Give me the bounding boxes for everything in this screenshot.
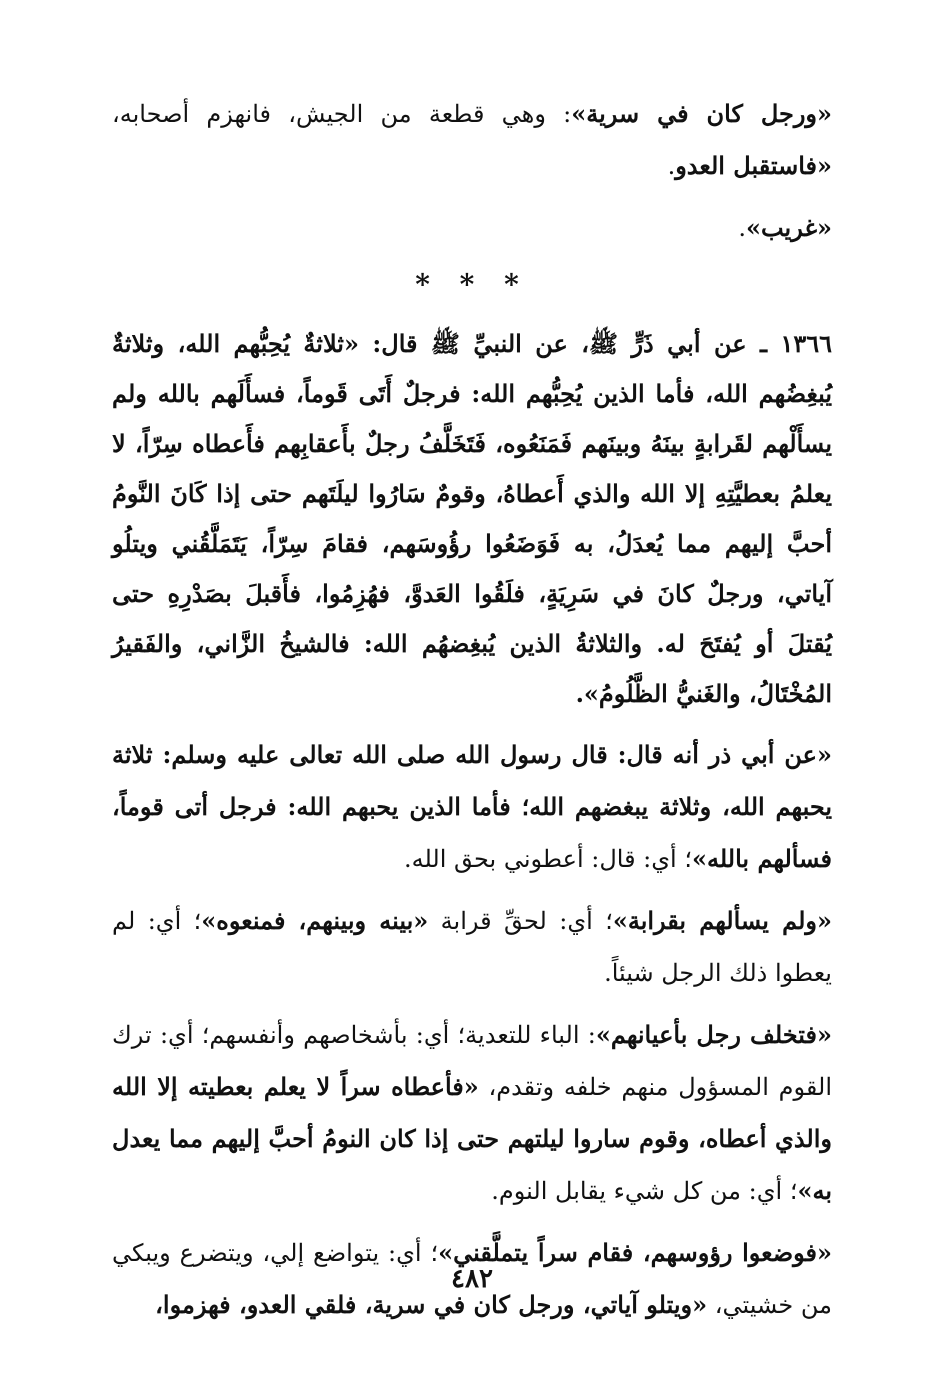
paragraph — [112, 1009, 832, 1217]
quoted-text: «بينه وبينهم، فمنعوه» — [201, 906, 429, 935]
quoted-text: «ورجل كان في سرية» — [571, 99, 833, 128]
section-separator: * * * — [415, 268, 529, 301]
paragraph — [112, 729, 832, 885]
commentary-text: ؛ أي: لحقِّ قرابة — [428, 907, 613, 935]
commentary-text: ؛ أي: من كل شيء يقابل النوم. — [491, 1177, 798, 1205]
commentary-text: : وهي قطعة من الجيش، فانهزم أصحابه، — [112, 100, 572, 128]
page-number: ٤٨٢ — [451, 1264, 493, 1294]
page-body — [112, 88, 832, 1341]
top-paragraphs — [112, 88, 832, 254]
quoted-text: «فأعطاه سراً لا يعلم بعطيته إلا الله والذي أعطاه، وقوم ساروا ليلتهم حتى إذا كان النومُ أحبَّ إليهم مما يعدل به» — [112, 1072, 832, 1205]
commentary-text: . — [667, 152, 676, 180]
hadith-text: ١٣٦٦ ـ عن أبي ذَرٍّ ﷺ، عن النبيِّ ﷺ قال: «ثلاثةٌ يُحِبُّهم الله، وثلاثةٌ يُبغِضُهم الله، فأما الذين يُحِبُّهم الله: فرجلٌ أَتَى قَوماً، فسأَلَهم بالله ولم يسأَلْهم لقَرابةٍ بينَهُ وبينَهم فَمَنَعُوه، فَتَخَلَّفُ رجلٌ بأَعقابِهم فأَعطاه سِرّاً، لا يعلمُ بعطيَّتِهِ إلا الله والذي أَعطاهُ، وقومٌ سَارُوا ليلَتَهم حتى إذا كَانَ النَّومُ أحبَّ إليهم مما يُعدَلُ، به فَوَضَعُوا رؤُوسَهم، فقامَ سِرّاً، يَتَمَلَّقُني ويتلُو آياتي، ورجلٌ كانَ في سَرِيَةٍ، فلَقُوا العَدوَّ، فهُزِمُوا، فأَقبلَ بصَدْرِهِ حتى يُقتلَ أو يُفتَحَ له. والثلاثةُ الذين يُبغِضهُم الله: فالشيخُ الزَّاني، والفَقيرُ المُخْتَالُ، والغَنيُّ الظَّلُومُ». — [112, 329, 832, 708]
quoted-text: «فاستقبل العدو — [675, 151, 832, 180]
quoted-text: «فتخلف رجل بأعيانهم» — [595, 1020, 832, 1049]
commentary-text: : الباء للتعدية؛ أي: بأشخاصهم وأنفسهم؛ أي: ترك القوم المسؤول منهم خلفه وتقدم، — [112, 1021, 833, 1101]
commentary-text: ؛ أي: يتواضع إلي، ويتضرع ويبكي من خشيتي، — [112, 1239, 832, 1319]
commentary-text: ؛ أي: لم يعطوا ذلك الرجل شيئاً. — [112, 907, 832, 987]
paragraph — [112, 895, 832, 999]
commentary-text: ؛ أي: قال: أعطوني بحق الله. — [403, 845, 692, 873]
commentary-text: . — [738, 214, 746, 242]
quoted-text: «عن أبي ذر أنه قال: قال رسول الله صلى الله تعالى عليه وسلم: ثلاثة يحبهم الله، وثلاثة يبغضهم الله؛ فأما الذين يحبهم الله: فرجل أتى قوماً، فسألهم بالله» — [112, 740, 832, 873]
quoted-text: «ولم يسألهم بقرابة» — [612, 906, 833, 935]
paragraph — [112, 88, 832, 192]
paragraph — [112, 202, 832, 254]
quoted-text: «فوضعوا رؤوسهم، فقام سراً يتملَّقني» — [438, 1238, 832, 1267]
quoted-text: «غريب» — [745, 213, 832, 242]
commentary-paragraphs — [112, 729, 832, 1331]
quoted-text: «ويتلو آياتي، ورجل كان في سرية، فلقي العدو، فهزموا، — [155, 1290, 708, 1319]
